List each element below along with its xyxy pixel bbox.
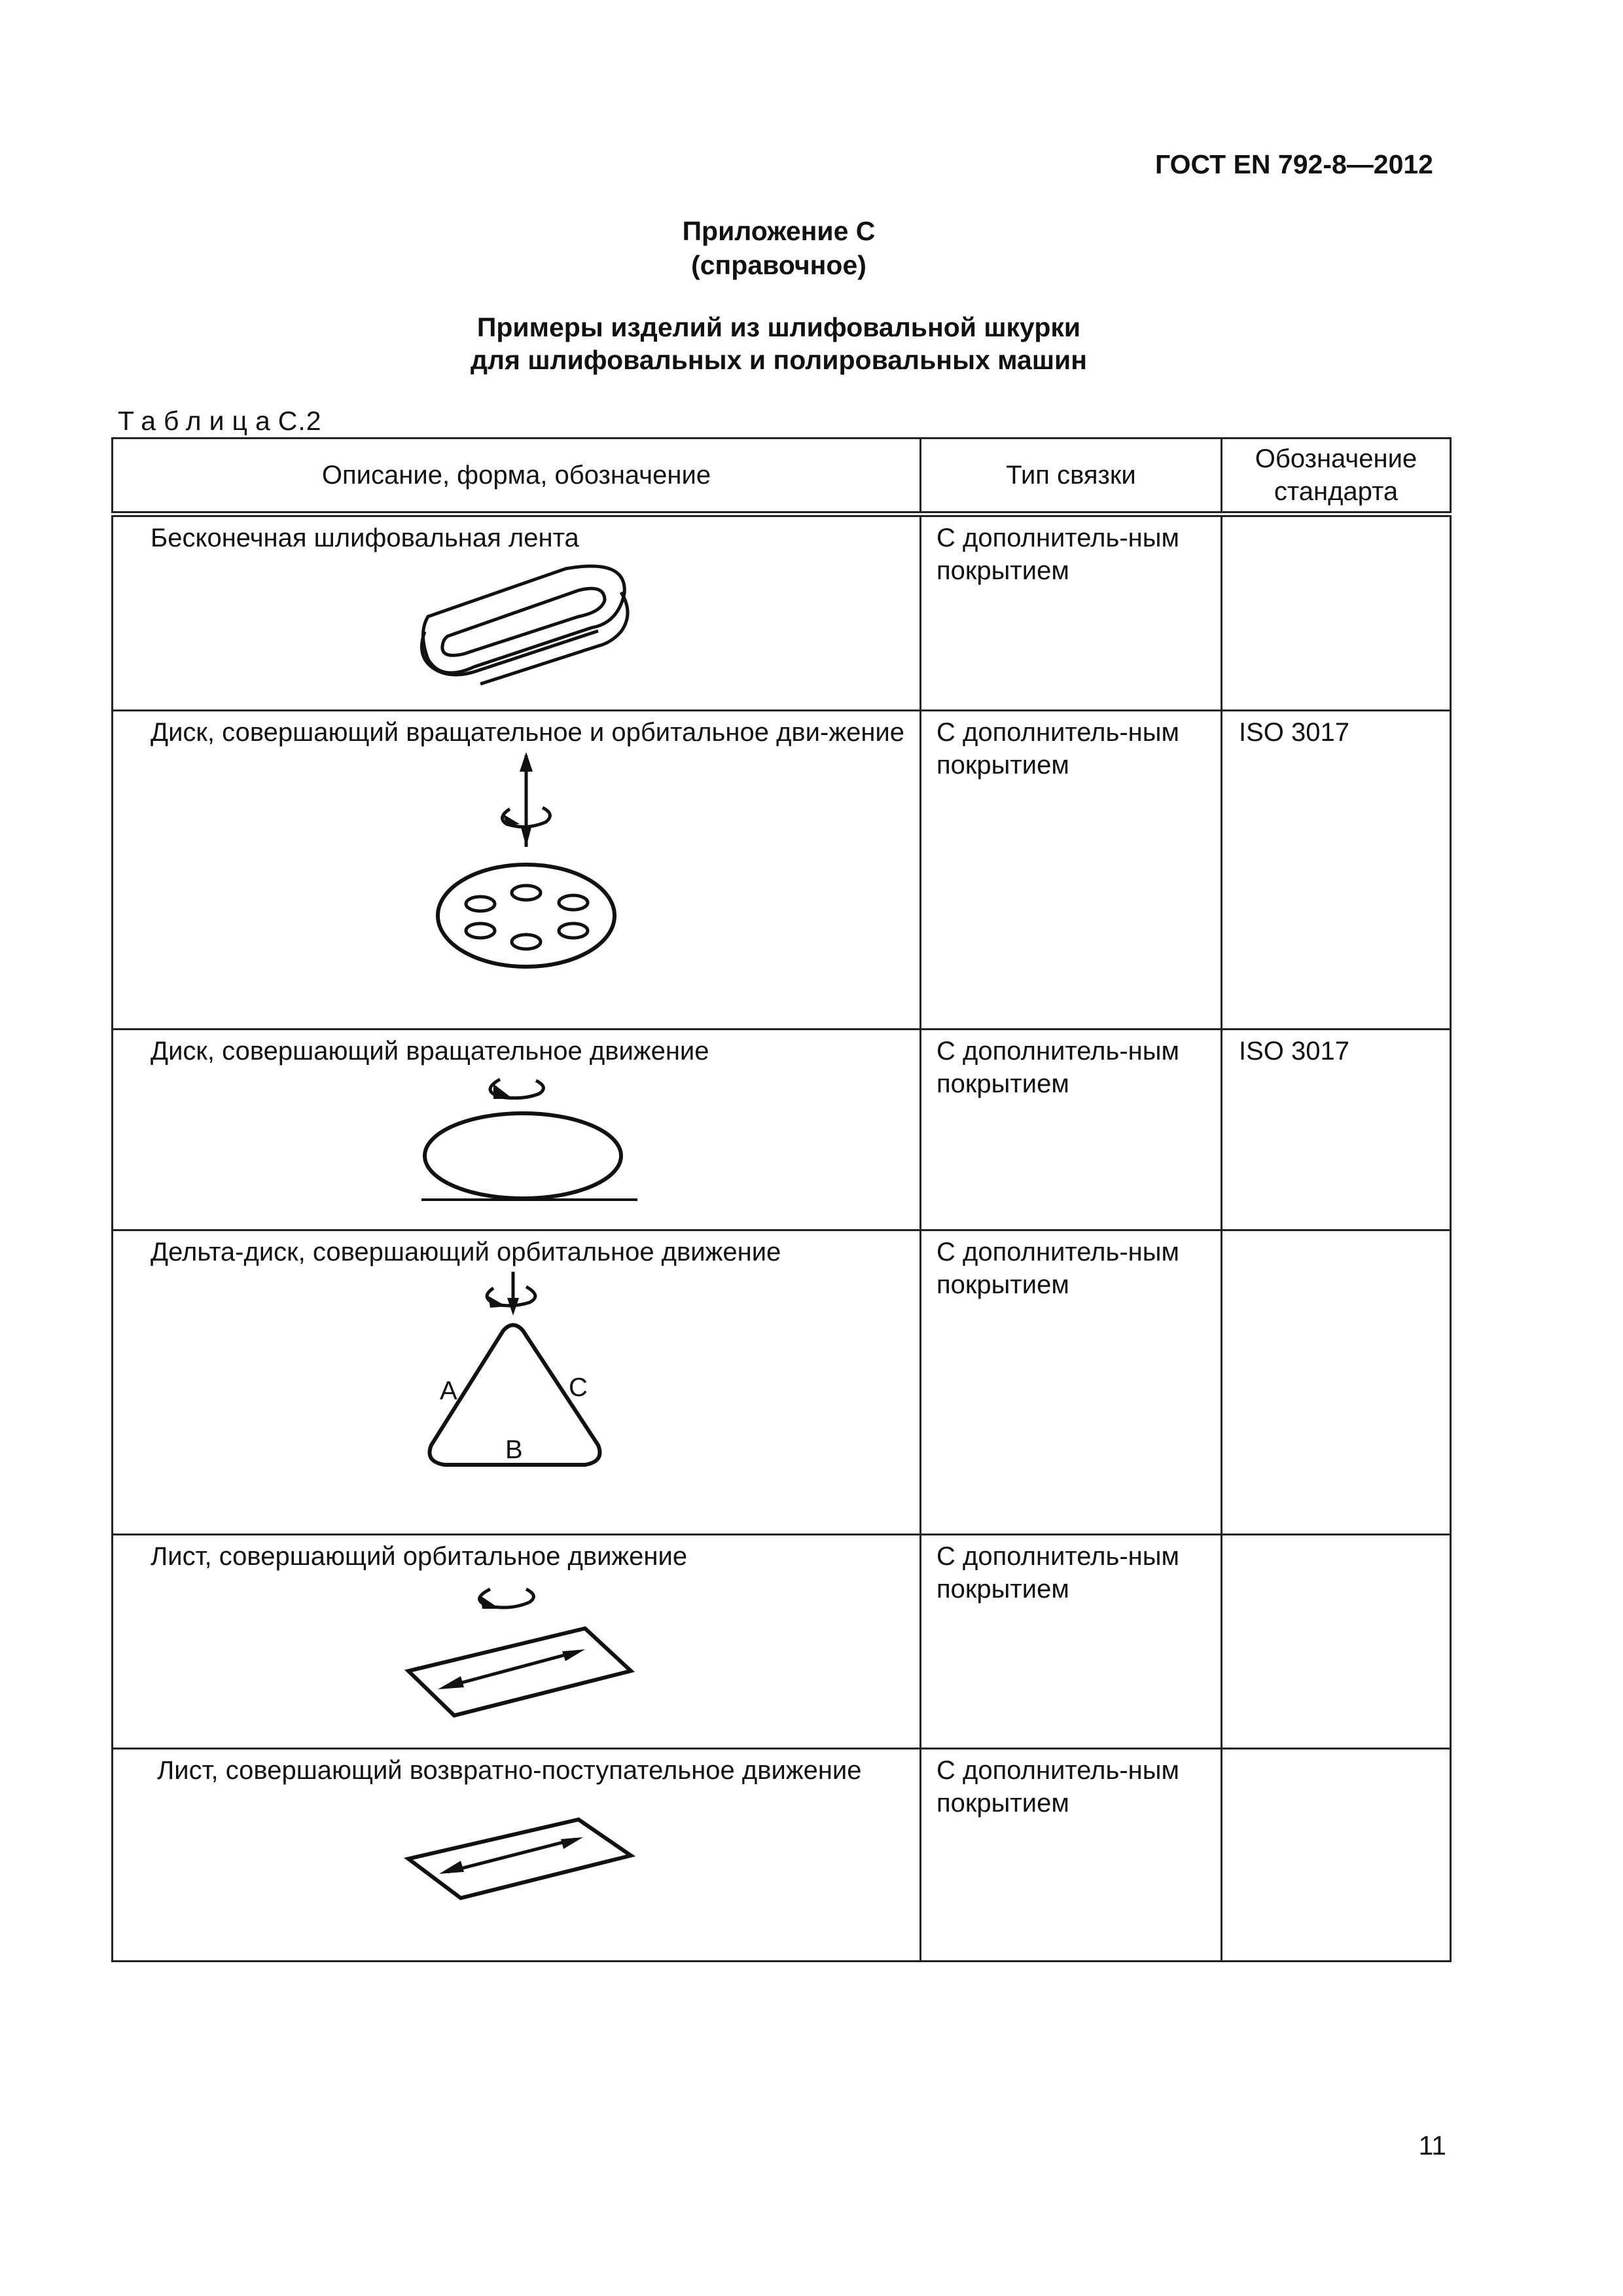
standard-cell	[1222, 1030, 1451, 1230]
table-caption	[118, 406, 322, 437]
standard-cell	[1222, 1749, 1451, 1962]
description-cell	[113, 1535, 921, 1749]
annex-heading-line1: Примеры изделий из шлифовальной шкурки	[476, 312, 1081, 342]
description-cell	[113, 514, 921, 711]
row-bond-type: С дополнитель-ным покрытием	[936, 1756, 1180, 1818]
row-description: Диск, совершающий вращательное движение	[151, 1037, 709, 1066]
row-standard: ISO 3017	[1239, 718, 1350, 747]
annex-heading-line2: для шлифовальных и полировальных машин	[470, 345, 1088, 375]
row-bond-type: С дополнитель-ным покрытием	[936, 1238, 1180, 1299]
orbital-sheet-icon	[399, 1573, 641, 1723]
row-description: Лист, совершающий возвратно-поступательное движение	[157, 1756, 862, 1785]
table-row	[113, 1535, 1451, 1749]
rotating-disc-icon	[408, 1067, 644, 1205]
description-cell	[113, 1030, 921, 1230]
bond-type-cell	[921, 711, 1222, 1030]
row-bond-type: С дополнитель-ным покрытием	[936, 1542, 1180, 1604]
bond-type-cell	[921, 1749, 1222, 1962]
bond-type-cell	[921, 514, 1222, 711]
description-cell	[113, 1749, 921, 1962]
standard-cell	[1222, 711, 1451, 1030]
description-cell	[113, 1230, 921, 1535]
document-standard-code: ГОСТ EN 792-8—2012	[1154, 149, 1433, 179]
table-row	[113, 1030, 1451, 1230]
delta-disc-icon	[408, 1268, 618, 1478]
bond-type-cell	[921, 1030, 1222, 1230]
standard-cell	[1222, 1230, 1451, 1535]
row-standard	[1223, 1750, 1449, 1754]
annex-title: Приложение С	[682, 216, 876, 246]
bond-type-cell	[921, 1230, 1222, 1535]
row-bond-type: С дополнитель-ным покрытием	[936, 524, 1180, 585]
reciprocating-sheet-icon	[399, 1803, 641, 1914]
row-standard	[1223, 518, 1449, 522]
annex-subtitle: (справочное)	[691, 250, 866, 280]
table-caption-number: С.2	[277, 406, 322, 436]
delta-label-c: C	[569, 1373, 588, 1402]
table-row	[113, 514, 1451, 711]
standard-cell	[1222, 1535, 1451, 1749]
row-description: Бесконечная шлифовальная лента	[151, 524, 579, 552]
table-row	[113, 1230, 1451, 1535]
row-bond-type: С дополнитель-ным покрытием	[936, 1037, 1180, 1098]
column-header-description: Описание, форма, обозначение	[113, 439, 921, 514]
delta-label-b: B	[505, 1435, 523, 1464]
endless-belt-icon	[402, 554, 637, 689]
column-header-bond-type: Тип связки	[921, 439, 1222, 514]
delta-label-a: A	[440, 1376, 457, 1405]
page-number: 11	[1418, 2130, 1446, 2161]
standard-cell	[1222, 514, 1451, 711]
table-caption-word: Таблица	[118, 406, 278, 436]
sanding-products-table	[111, 437, 1452, 1962]
orbital-disc-icon	[421, 749, 631, 971]
row-standard	[1223, 1232, 1449, 1236]
row-bond-type: С дополнитель-ным покрытием	[936, 718, 1180, 780]
bond-type-cell	[921, 1535, 1222, 1749]
row-description: Дельта-диск, совершающий орбитальное движение	[151, 1238, 781, 1266]
description-cell	[113, 711, 921, 1030]
table-row	[113, 711, 1451, 1030]
row-description: Лист, совершающий орбитальное движение	[151, 1542, 688, 1571]
column-header-standard: Обозначение стандарта	[1222, 439, 1451, 514]
row-description: Диск, совершающий вращательное и орбитальное дви-жение	[151, 718, 905, 747]
table-header-row	[113, 439, 1451, 514]
row-standard	[1223, 1536, 1449, 1540]
table-row	[113, 1749, 1451, 1962]
row-standard: ISO 3017	[1239, 1037, 1350, 1066]
